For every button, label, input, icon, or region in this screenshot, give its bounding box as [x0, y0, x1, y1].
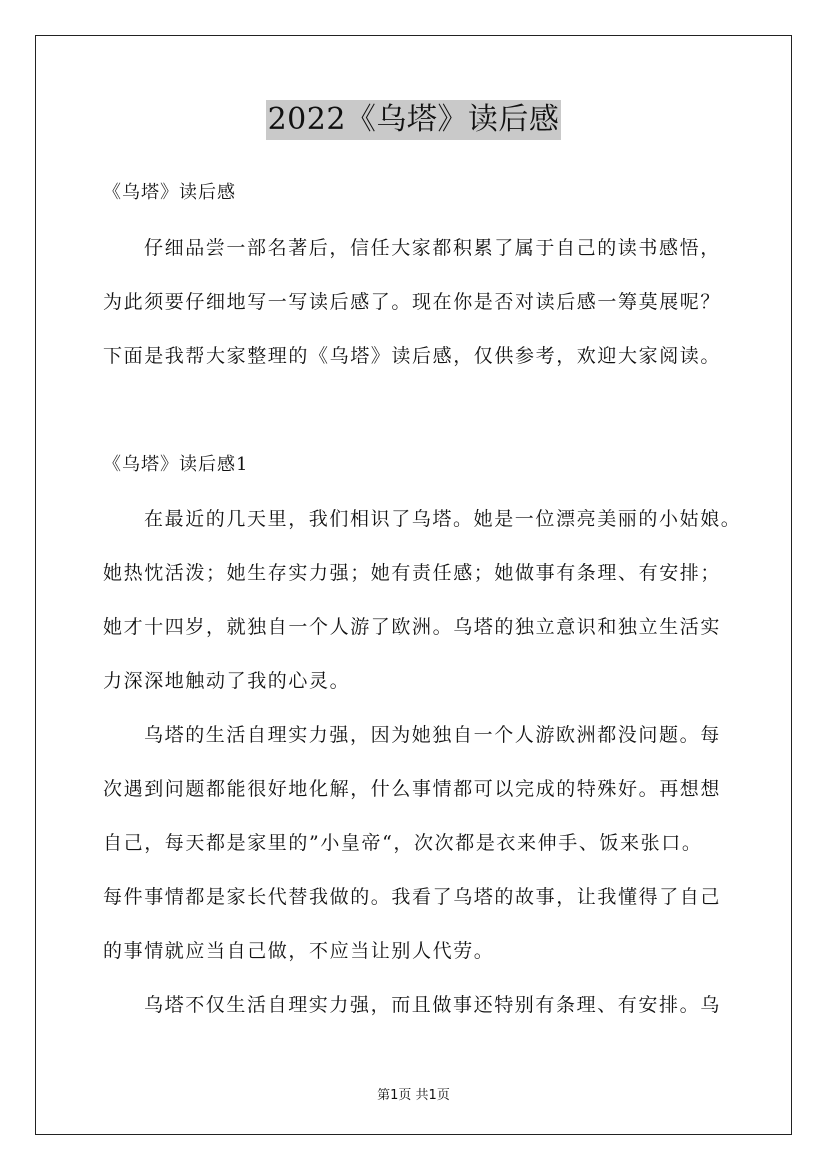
paragraph-line: 在最近的几天里，我们相识了乌塔。她是一位漂亮美丽的小姑娘。 — [144, 508, 742, 530]
title-container — [0, 100, 827, 140]
paragraph-line: 次遇到问题都能很好地化解，什么事情都可以完成的特殊好。再想想 — [103, 778, 722, 800]
paragraph-line: 自己，每天都是家里的”小皇帝“，次次都是衣来伸手、饭来张口。 — [103, 832, 703, 854]
paragraph-line: 她才十四岁，就独自一个人游了欧洲。乌塔的独立意识和独立生活实 — [103, 616, 722, 638]
intro-line: 仔细品尝一部名著后，信任大家都积累了属于自己的读书感悟， — [144, 237, 721, 259]
intro-line: 下面是我帮大家整理的《乌塔》读后感，仅供参考，欢迎大家阅读。 — [103, 345, 722, 367]
section-heading-1: 《乌塔》读后感1 — [103, 454, 249, 475]
paragraph-line: 力深深地触动了我的心灵。 — [103, 670, 351, 692]
document-title: 2022《乌塔》读后感 — [266, 100, 562, 140]
paragraph-line: 的事情就应当自己做，不应当让别人代劳。 — [103, 940, 495, 962]
paragraph-line: 每件事情都是家长代替我做的。我看了乌塔的故事，让我懂得了自己 — [103, 886, 722, 908]
paragraph-line: 她热忱活泼；她生存实力强；她有责任感；她做事有条理、有安排； — [103, 562, 722, 584]
paragraph-line: 乌塔的生活自理实力强，因为她独自一个人游欧洲都没问题。每 — [144, 724, 721, 746]
intro-line: 为此须要仔细地写一写读后感了。现在你是否对读后感一筹莫展呢？ — [103, 291, 722, 313]
section-heading-intro: 《乌塔》读后感 — [103, 182, 236, 203]
paragraph-line: 乌塔不仅生活自理实力强，而且做事还特别有条理、有安排。乌 — [144, 994, 721, 1016]
page-footer: 第1页 共1页 — [377, 1088, 450, 1103]
